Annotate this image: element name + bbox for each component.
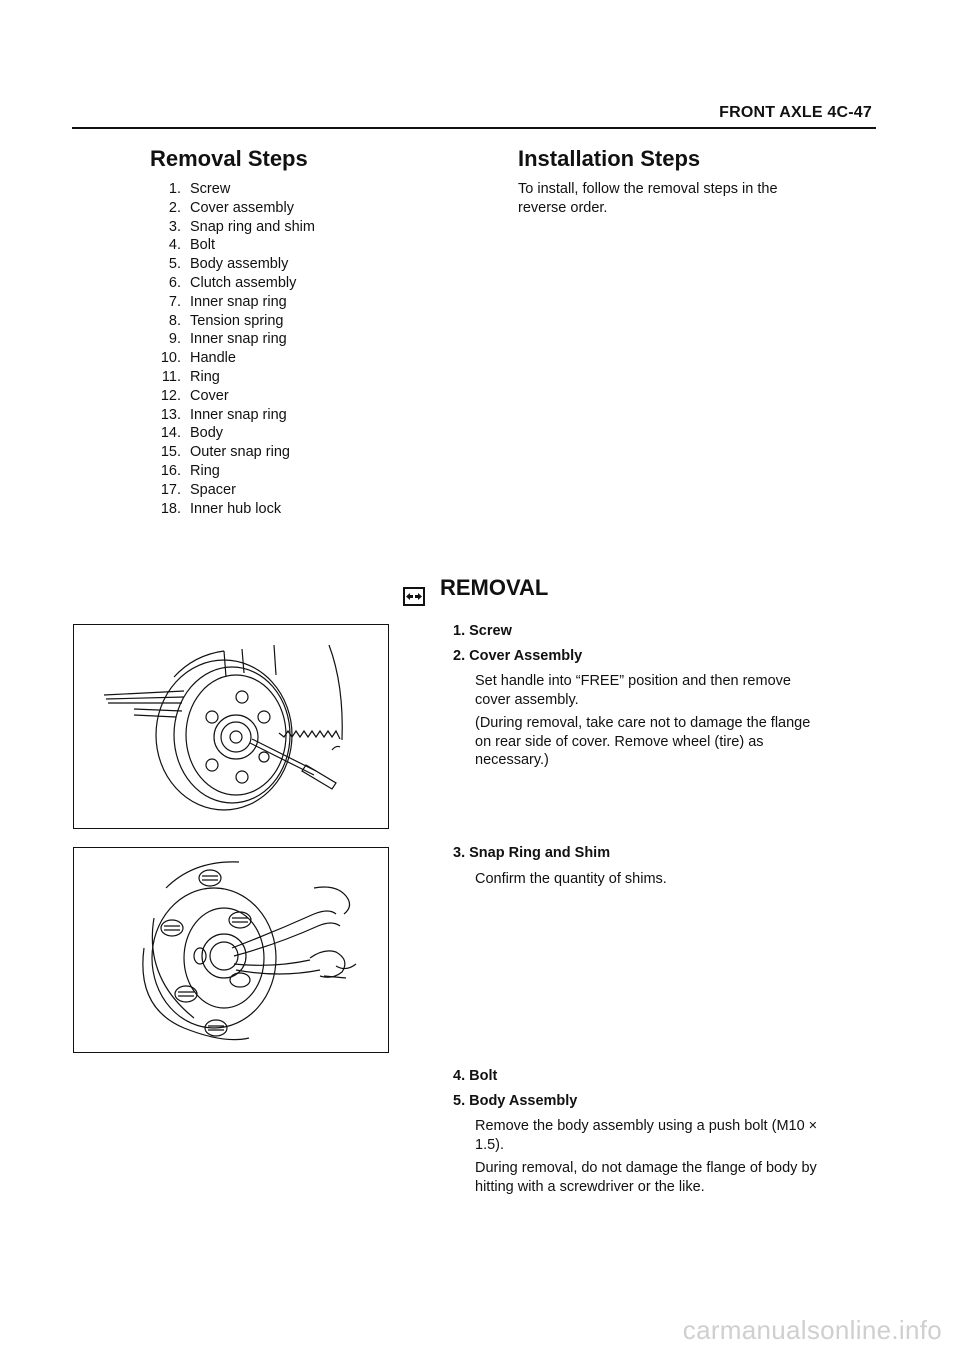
text-line: cover assembly. <box>475 691 579 708</box>
step-label: Handle <box>190 350 236 367</box>
removal-steps-title: Removal Steps <box>150 146 308 171</box>
removal-step-item <box>150 349 315 368</box>
step-label: Spacer <box>190 481 236 498</box>
step-label: Bolt <box>190 237 215 254</box>
text-line: Set handle into “FREE” position and then remove <box>475 673 791 689</box>
removal-step-item <box>150 293 315 312</box>
snap-ring-pliers-illustration <box>73 847 389 1053</box>
step-label: Inner snap ring <box>190 331 287 348</box>
step-number: 17. <box>160 481 181 498</box>
installation-steps-title: Installation Steps <box>518 146 701 171</box>
removal-step-item <box>150 199 315 218</box>
text-line: (During removal, take care not to damage the flange <box>475 715 811 731</box>
removal-item-bolt: 4. Bolt <box>453 1068 498 1084</box>
step-label: Body <box>190 425 224 442</box>
installation-text-line: reverse order. <box>518 200 608 216</box>
removal-step-item <box>150 443 315 462</box>
removal-item-cover-assembly: 2. Cover Assembly <box>453 648 583 664</box>
step-label: Screw <box>190 181 231 197</box>
removal-step-item <box>150 387 315 406</box>
step-number: 6. <box>168 274 181 291</box>
removal-step-item <box>150 236 315 255</box>
text-line: hitting with a screwdriver or the like. <box>475 1178 705 1195</box>
step-number: 3. <box>168 218 181 235</box>
text-line: 1.5). <box>475 1136 505 1153</box>
removal-item-screw: 1. Screw <box>453 623 512 639</box>
installation-steps-text <box>518 180 848 218</box>
step-label: Cover assembly <box>190 199 294 216</box>
removal-step-item <box>150 180 315 199</box>
step-number: 7. <box>168 293 181 310</box>
removal-step-item <box>150 500 315 519</box>
pliers-hub-illustration <box>74 848 387 1051</box>
step-label: Clutch assembly <box>190 274 297 291</box>
step-label: Cover <box>190 387 229 404</box>
removal-step-item <box>150 462 315 481</box>
removal-step-item <box>150 218 315 237</box>
step-label: Inner snap ring <box>190 293 287 310</box>
removal-item-body-assembly: 5. Body Assembly <box>453 1093 578 1109</box>
snap-ring-instruction: Confirm the quantity of shims. <box>475 871 667 887</box>
step-number: 2. <box>168 199 181 216</box>
removal-step-item <box>150 312 315 331</box>
removal-step-item <box>150 368 315 387</box>
step-label: Tension spring <box>190 312 284 329</box>
step-number: 9. <box>168 331 181 348</box>
step-number: 10. <box>160 350 181 367</box>
text-line: During removal, do not damage the flange of body by <box>475 1160 817 1176</box>
removal-step-item <box>150 330 315 349</box>
step-number: 13. <box>160 406 181 423</box>
step-label: Outer snap ring <box>190 444 290 461</box>
cover-removal-illustration <box>73 624 389 829</box>
step-number: 8. <box>168 312 181 329</box>
removal-item-snap-ring-shim: 3. Snap Ring and Shim <box>453 845 611 861</box>
removal-step-item <box>150 274 315 293</box>
step-number: 16. <box>160 462 181 479</box>
step-number: 4. <box>168 237 181 254</box>
text-line: Remove the body assembly using a push bolt (M10 × <box>475 1118 818 1134</box>
step-number: 12. <box>160 387 181 404</box>
cover-assembly-caution <box>475 714 810 770</box>
step-label: Body assembly <box>190 256 289 273</box>
removal-step-item <box>150 481 315 500</box>
step-number: 14. <box>160 425 181 442</box>
step-label: Snap ring and shim <box>190 218 315 235</box>
removal-section-title: REMOVAL <box>440 575 549 600</box>
step-label: Inner hub lock <box>190 500 282 517</box>
removal-arrows-icon <box>403 587 425 606</box>
text-line: necessary.) <box>475 752 549 768</box>
page-header-title: FRONT AXLE 4C-47 <box>719 104 872 121</box>
removal-step-item <box>150 406 315 425</box>
step-number: 18. <box>160 500 181 517</box>
watermark: carmanualsonline.info <box>682 1315 942 1345</box>
installation-text-line: To install, follow the removal steps in the <box>518 181 778 197</box>
body-assembly-instruction <box>475 1117 817 1154</box>
step-label: Ring <box>190 462 220 479</box>
header-divider <box>72 127 876 129</box>
removal-step-item <box>150 424 315 443</box>
step-number: 5. <box>168 256 181 273</box>
step-label: Ring <box>190 368 220 385</box>
cover-assembly-instruction <box>475 672 791 709</box>
text-line: on rear side of cover. Remove wheel (tire) as <box>475 733 764 750</box>
step-number: 11. <box>161 368 181 385</box>
removal-steps-list <box>150 180 315 518</box>
body-assembly-caution <box>475 1159 817 1196</box>
screwdriver-hub-illustration <box>74 625 387 827</box>
step-number: 1. <box>168 181 181 197</box>
step-number: 15. <box>160 444 181 461</box>
step-label: Inner snap ring <box>190 406 287 423</box>
removal-step-item <box>150 255 315 274</box>
